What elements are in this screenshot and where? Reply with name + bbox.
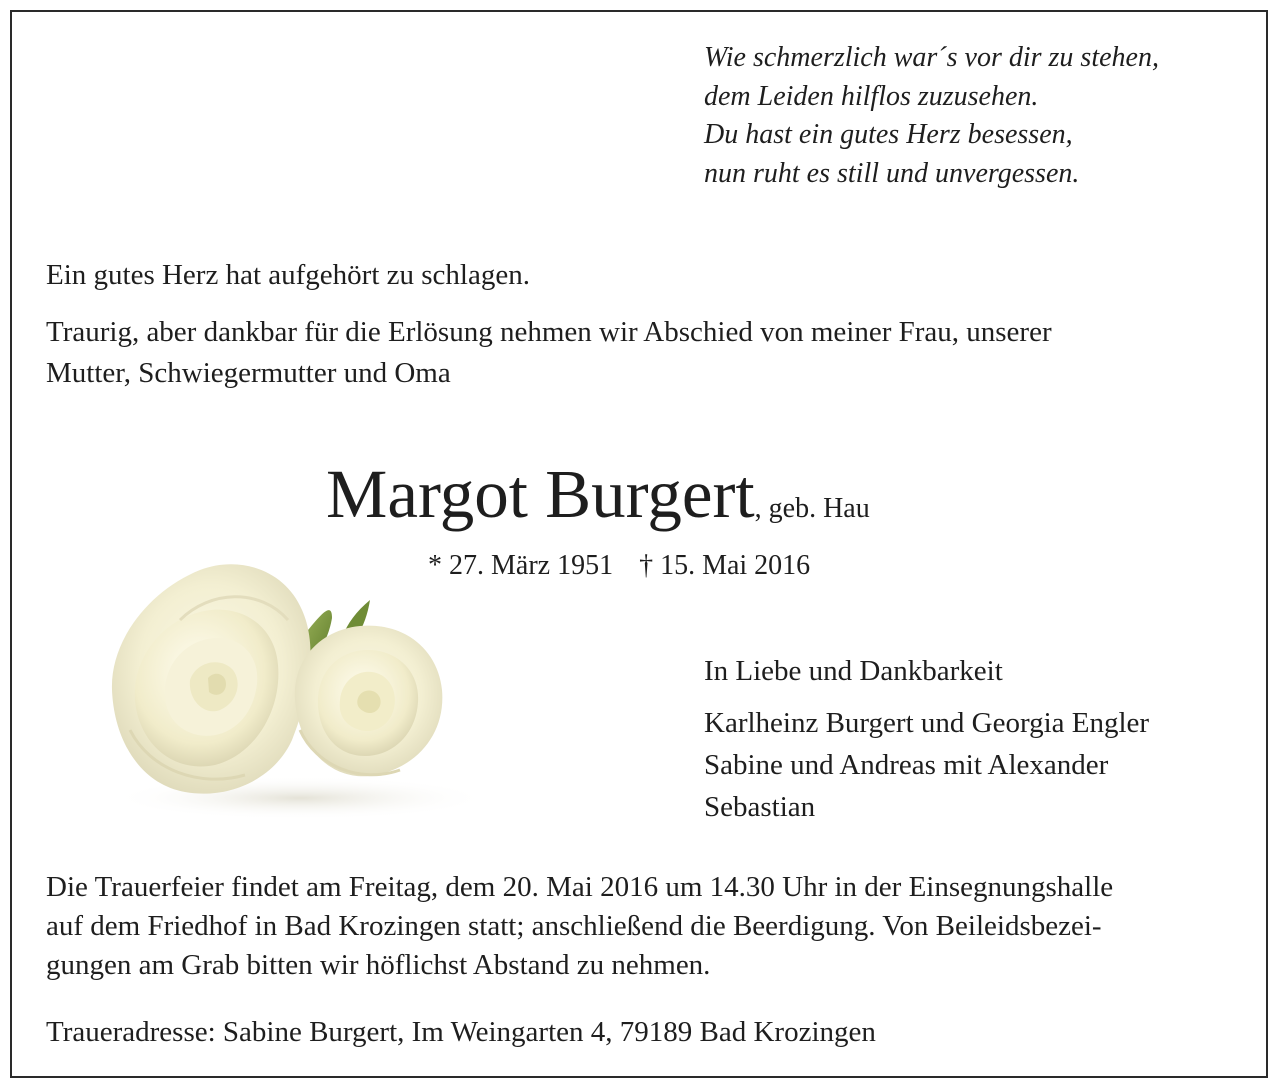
family-heading: In Liebe und Dankbarkeit xyxy=(704,655,1003,687)
birth-date: * 27. März 1951 xyxy=(428,550,614,581)
poem-line: Du hast ein gutes Herz besessen, xyxy=(704,119,1073,150)
birth-name: , geb. Hau xyxy=(754,493,870,524)
white-roses-image xyxy=(70,530,525,836)
intro-line: Mutter, Schwiegermutter und Oma xyxy=(46,357,451,389)
family-member: Sebastian xyxy=(704,791,816,823)
ceremony-line: Die Trauerfeier findet am Freitag, dem 20. Mai 2016 um 14.30 Uhr in der Einsegnungshalle xyxy=(46,871,1114,903)
poem-block xyxy=(704,39,1159,193)
poem-line: nun ruht es still und unvergessen. xyxy=(704,157,1080,189)
deceased-name-row xyxy=(326,455,870,534)
mourning-address: Traueradresse: Sabine Burgert, Im Weingarten 4, 79189 Bad Krozingen xyxy=(46,1016,876,1048)
intro-paragraph xyxy=(46,312,1052,394)
intro-line: Traurig, aber dankbar für die Erlösung nehmen wir Abschied von meiner Frau, unserer xyxy=(46,316,1052,348)
ceremony-line: auf dem Friedhof in Bad Krozingen statt; anschließend die Beerdigung. Von Beileidsbezei- xyxy=(46,910,1102,942)
deceased-name: Margot Burgert xyxy=(326,456,755,532)
family-member: Karlheinz Burgert und Georgia Engler xyxy=(704,707,1150,739)
family-member: Sabine und Andreas mit Alexander xyxy=(704,749,1109,781)
ceremony-line: gungen am Grab bitten wir höflichst Abstand zu nehmen. xyxy=(46,949,711,981)
family-block xyxy=(704,650,1149,828)
intro-line: Ein gutes Herz hat aufgehört zu schlagen. xyxy=(46,259,530,291)
ceremony-paragraph xyxy=(46,868,1113,985)
poem-line: Wie schmerzlich war´s vor dir zu stehen, xyxy=(704,42,1159,73)
poem-line: dem Leiden hilflos zuzusehen. xyxy=(704,80,1039,112)
death-date: † 15. Mai 2016 xyxy=(639,550,811,581)
